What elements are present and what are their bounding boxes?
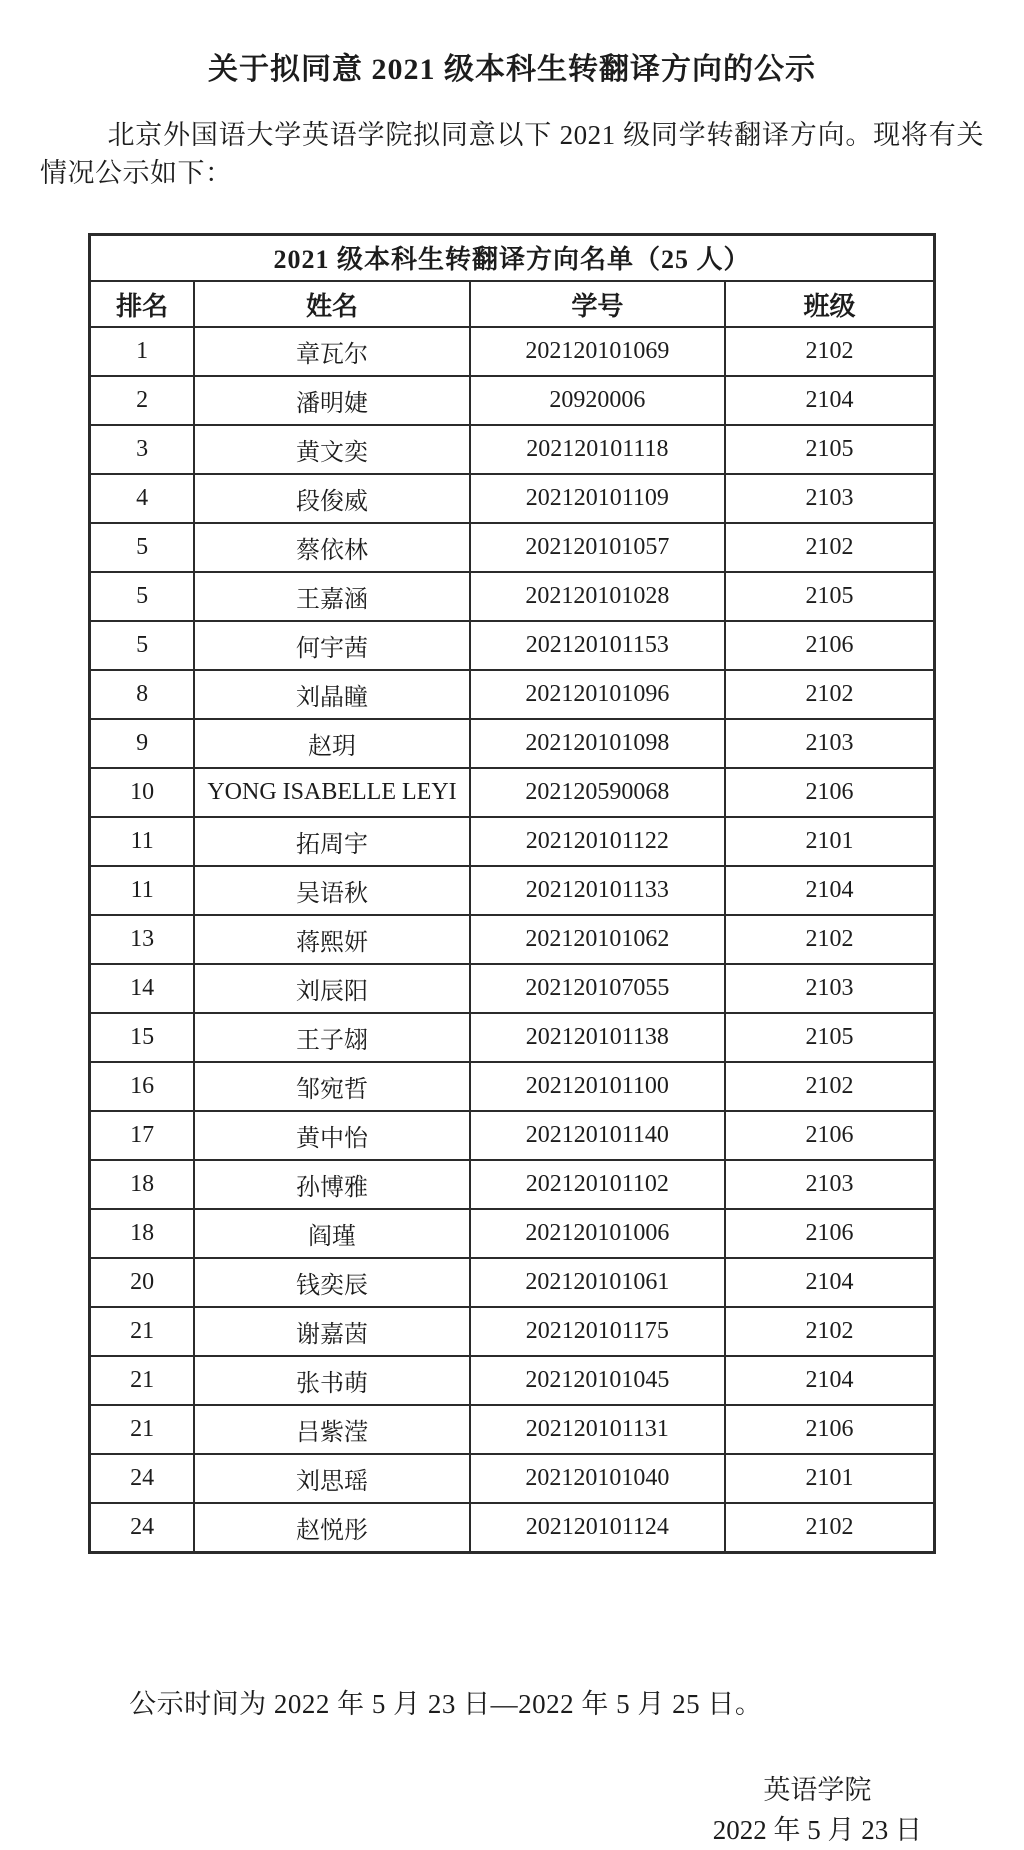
class-cell: 2103 — [725, 964, 935, 1013]
name-cell: 邹宛哲 — [194, 1062, 469, 1111]
name-cell: 孙博雅 — [194, 1160, 469, 1209]
class-cell: 2102 — [725, 327, 935, 376]
class-cell: 2106 — [725, 1209, 935, 1258]
table-row — [90, 1209, 935, 1258]
student-roster-table — [88, 233, 936, 1554]
intro-paragraph: 北京外国语大学英语学院拟同意以下 2021 级同学转翻译方向。现将有关情况公示如下： — [40, 120, 984, 189]
rank-cell: 16 — [90, 1062, 195, 1111]
rank-cell: 11 — [90, 817, 195, 866]
name-cell: 潘明婕 — [194, 376, 469, 425]
rank-cell: 5 — [90, 621, 195, 670]
class-cell: 2102 — [725, 523, 935, 572]
student-id-cell: 202120107055 — [470, 964, 725, 1013]
table-row — [90, 1160, 935, 1209]
student-id-cell: 20920006 — [470, 376, 725, 425]
rank-cell: 5 — [90, 572, 195, 621]
rank-cell: 21 — [90, 1405, 195, 1454]
table-row — [90, 964, 935, 1013]
class-cell: 2105 — [725, 1013, 935, 1062]
page-title: 关于拟同意 2021 级本科生转翻译方向的公示 — [208, 53, 816, 86]
student-id-cell: 202120101100 — [470, 1062, 725, 1111]
student-id-cell: 202120101028 — [470, 572, 725, 621]
name-cell: 谢嘉茵 — [194, 1307, 469, 1356]
class-cell: 2103 — [725, 719, 935, 768]
student-id-cell: 202120101061 — [470, 1258, 725, 1307]
rank-cell: 10 — [90, 768, 195, 817]
table-row — [90, 474, 935, 523]
rank-cell: 2 — [90, 376, 195, 425]
rank-cell: 21 — [90, 1307, 195, 1356]
student-id-cell: 202120101045 — [470, 1356, 725, 1405]
rank-cell: 3 — [90, 425, 195, 474]
table-row — [90, 1356, 935, 1405]
table-row — [90, 1307, 935, 1356]
signature-block — [713, 1770, 922, 1850]
class-column-header: 班级 — [725, 281, 935, 327]
table-row — [90, 1062, 935, 1111]
student-id-column-header: 学号 — [470, 281, 725, 327]
name-cell: 阎瑾 — [194, 1209, 469, 1258]
class-cell: 2102 — [725, 915, 935, 964]
name-column-header: 姓名 — [194, 281, 469, 327]
class-cell: 2106 — [725, 1111, 935, 1160]
name-cell: 章瓦尔 — [194, 327, 469, 376]
class-cell: 2103 — [725, 474, 935, 523]
table-row — [90, 1258, 935, 1307]
notice-paragraph: 公示时间为 2022 年 5 月 23 日—2022 年 5 月 25 日。 — [129, 1688, 763, 1719]
student-id-cell: 202120101006 — [470, 1209, 725, 1258]
rank-column-header: 排名 — [90, 281, 195, 327]
class-cell: 2102 — [725, 1062, 935, 1111]
rank-cell: 21 — [90, 1356, 195, 1405]
name-cell: 黄文奕 — [194, 425, 469, 474]
rank-cell: 15 — [90, 1013, 195, 1062]
class-cell: 2106 — [725, 621, 935, 670]
name-cell: 赵玥 — [194, 719, 469, 768]
table-row — [90, 1454, 935, 1503]
rank-cell: 11 — [90, 866, 195, 915]
rank-cell: 4 — [90, 474, 195, 523]
rank-cell: 24 — [90, 1503, 195, 1552]
table-row — [90, 817, 935, 866]
table-row — [90, 1111, 935, 1160]
rank-cell: 13 — [90, 915, 195, 964]
name-cell: 吕紫滢 — [194, 1405, 469, 1454]
rank-cell: 5 — [90, 523, 195, 572]
student-id-cell: 202120101124 — [470, 1503, 725, 1552]
table-row — [90, 425, 935, 474]
signature-date: 2022 年 5 月 23 日 — [712, 1815, 922, 1846]
table-row — [90, 768, 935, 817]
student-id-cell: 202120101133 — [470, 866, 725, 915]
student-id-cell: 202120101057 — [470, 523, 725, 572]
rank-cell: 9 — [90, 719, 195, 768]
name-cell: YONG ISABELLE LEYI — [194, 768, 469, 817]
student-id-cell: 202120101040 — [470, 1454, 725, 1503]
class-cell: 2104 — [725, 866, 935, 915]
table-row — [90, 523, 935, 572]
class-cell: 2103 — [725, 1160, 935, 1209]
rank-cell: 24 — [90, 1454, 195, 1503]
rank-cell: 17 — [90, 1111, 195, 1160]
table-caption: 2021 级本科生转翻译方向名单（25 人） — [90, 234, 935, 281]
student-id-cell: 202120101131 — [470, 1405, 725, 1454]
rank-cell: 18 — [90, 1209, 195, 1258]
table-row — [90, 915, 935, 964]
name-cell: 王嘉涵 — [194, 572, 469, 621]
class-cell: 2101 — [725, 1454, 935, 1503]
rank-cell: 1 — [90, 327, 195, 376]
class-cell: 2105 — [725, 425, 935, 474]
class-cell: 2102 — [725, 670, 935, 719]
student-id-cell: 202120101062 — [470, 915, 725, 964]
name-cell: 蒋熙妍 — [194, 915, 469, 964]
table-row — [90, 670, 935, 719]
name-cell: 刘思瑶 — [194, 1454, 469, 1503]
student-id-cell: 202120101069 — [470, 327, 725, 376]
table-row — [90, 572, 935, 621]
name-cell: 蔡依林 — [194, 523, 469, 572]
table-header-row — [90, 281, 935, 327]
class-cell: 2104 — [725, 1356, 935, 1405]
student-id-cell: 202120101122 — [470, 817, 725, 866]
student-id-cell: 202120101175 — [470, 1307, 725, 1356]
name-cell: 刘辰阳 — [194, 964, 469, 1013]
class-cell: 2105 — [725, 572, 935, 621]
name-cell: 黄中怡 — [194, 1111, 469, 1160]
rank-cell: 20 — [90, 1258, 195, 1307]
table-row — [90, 621, 935, 670]
name-cell: 段俊威 — [194, 474, 469, 523]
student-id-cell: 202120101140 — [470, 1111, 725, 1160]
class-cell: 2101 — [725, 817, 935, 866]
student-id-cell: 202120101102 — [470, 1160, 725, 1209]
name-cell: 钱奕辰 — [194, 1258, 469, 1307]
table-row — [90, 1503, 935, 1552]
name-cell: 拓周宇 — [194, 817, 469, 866]
name-cell: 赵悦彤 — [194, 1503, 469, 1552]
table-row — [90, 1013, 935, 1062]
table-row — [90, 866, 935, 915]
signer-name: 英语学院 — [763, 1775, 872, 1806]
student-id-cell: 202120101096 — [470, 670, 725, 719]
name-cell: 张书萌 — [194, 1356, 469, 1405]
rank-cell: 18 — [90, 1160, 195, 1209]
table-row — [90, 327, 935, 376]
class-cell: 2104 — [725, 1258, 935, 1307]
class-cell: 2106 — [725, 768, 935, 817]
name-cell: 刘晶瞳 — [194, 670, 469, 719]
class-cell: 2102 — [725, 1503, 935, 1552]
table-caption-row — [90, 234, 935, 281]
student-id-cell: 202120101153 — [470, 621, 725, 670]
class-cell: 2102 — [725, 1307, 935, 1356]
student-id-cell: 202120101118 — [470, 425, 725, 474]
student-id-cell: 202120101109 — [470, 474, 725, 523]
table-row — [90, 1405, 935, 1454]
name-cell: 何宇茜 — [194, 621, 469, 670]
name-cell: 王子翃 — [194, 1013, 469, 1062]
table-row — [90, 719, 935, 768]
table-body — [90, 327, 935, 1552]
rank-cell: 14 — [90, 964, 195, 1013]
student-id-cell: 202120590068 — [470, 768, 725, 817]
class-cell: 2104 — [725, 376, 935, 425]
name-cell: 吴语秋 — [194, 866, 469, 915]
student-id-cell: 202120101138 — [470, 1013, 725, 1062]
table-row — [90, 376, 935, 425]
rank-cell: 8 — [90, 670, 195, 719]
class-cell: 2106 — [725, 1405, 935, 1454]
student-id-cell: 202120101098 — [470, 719, 725, 768]
